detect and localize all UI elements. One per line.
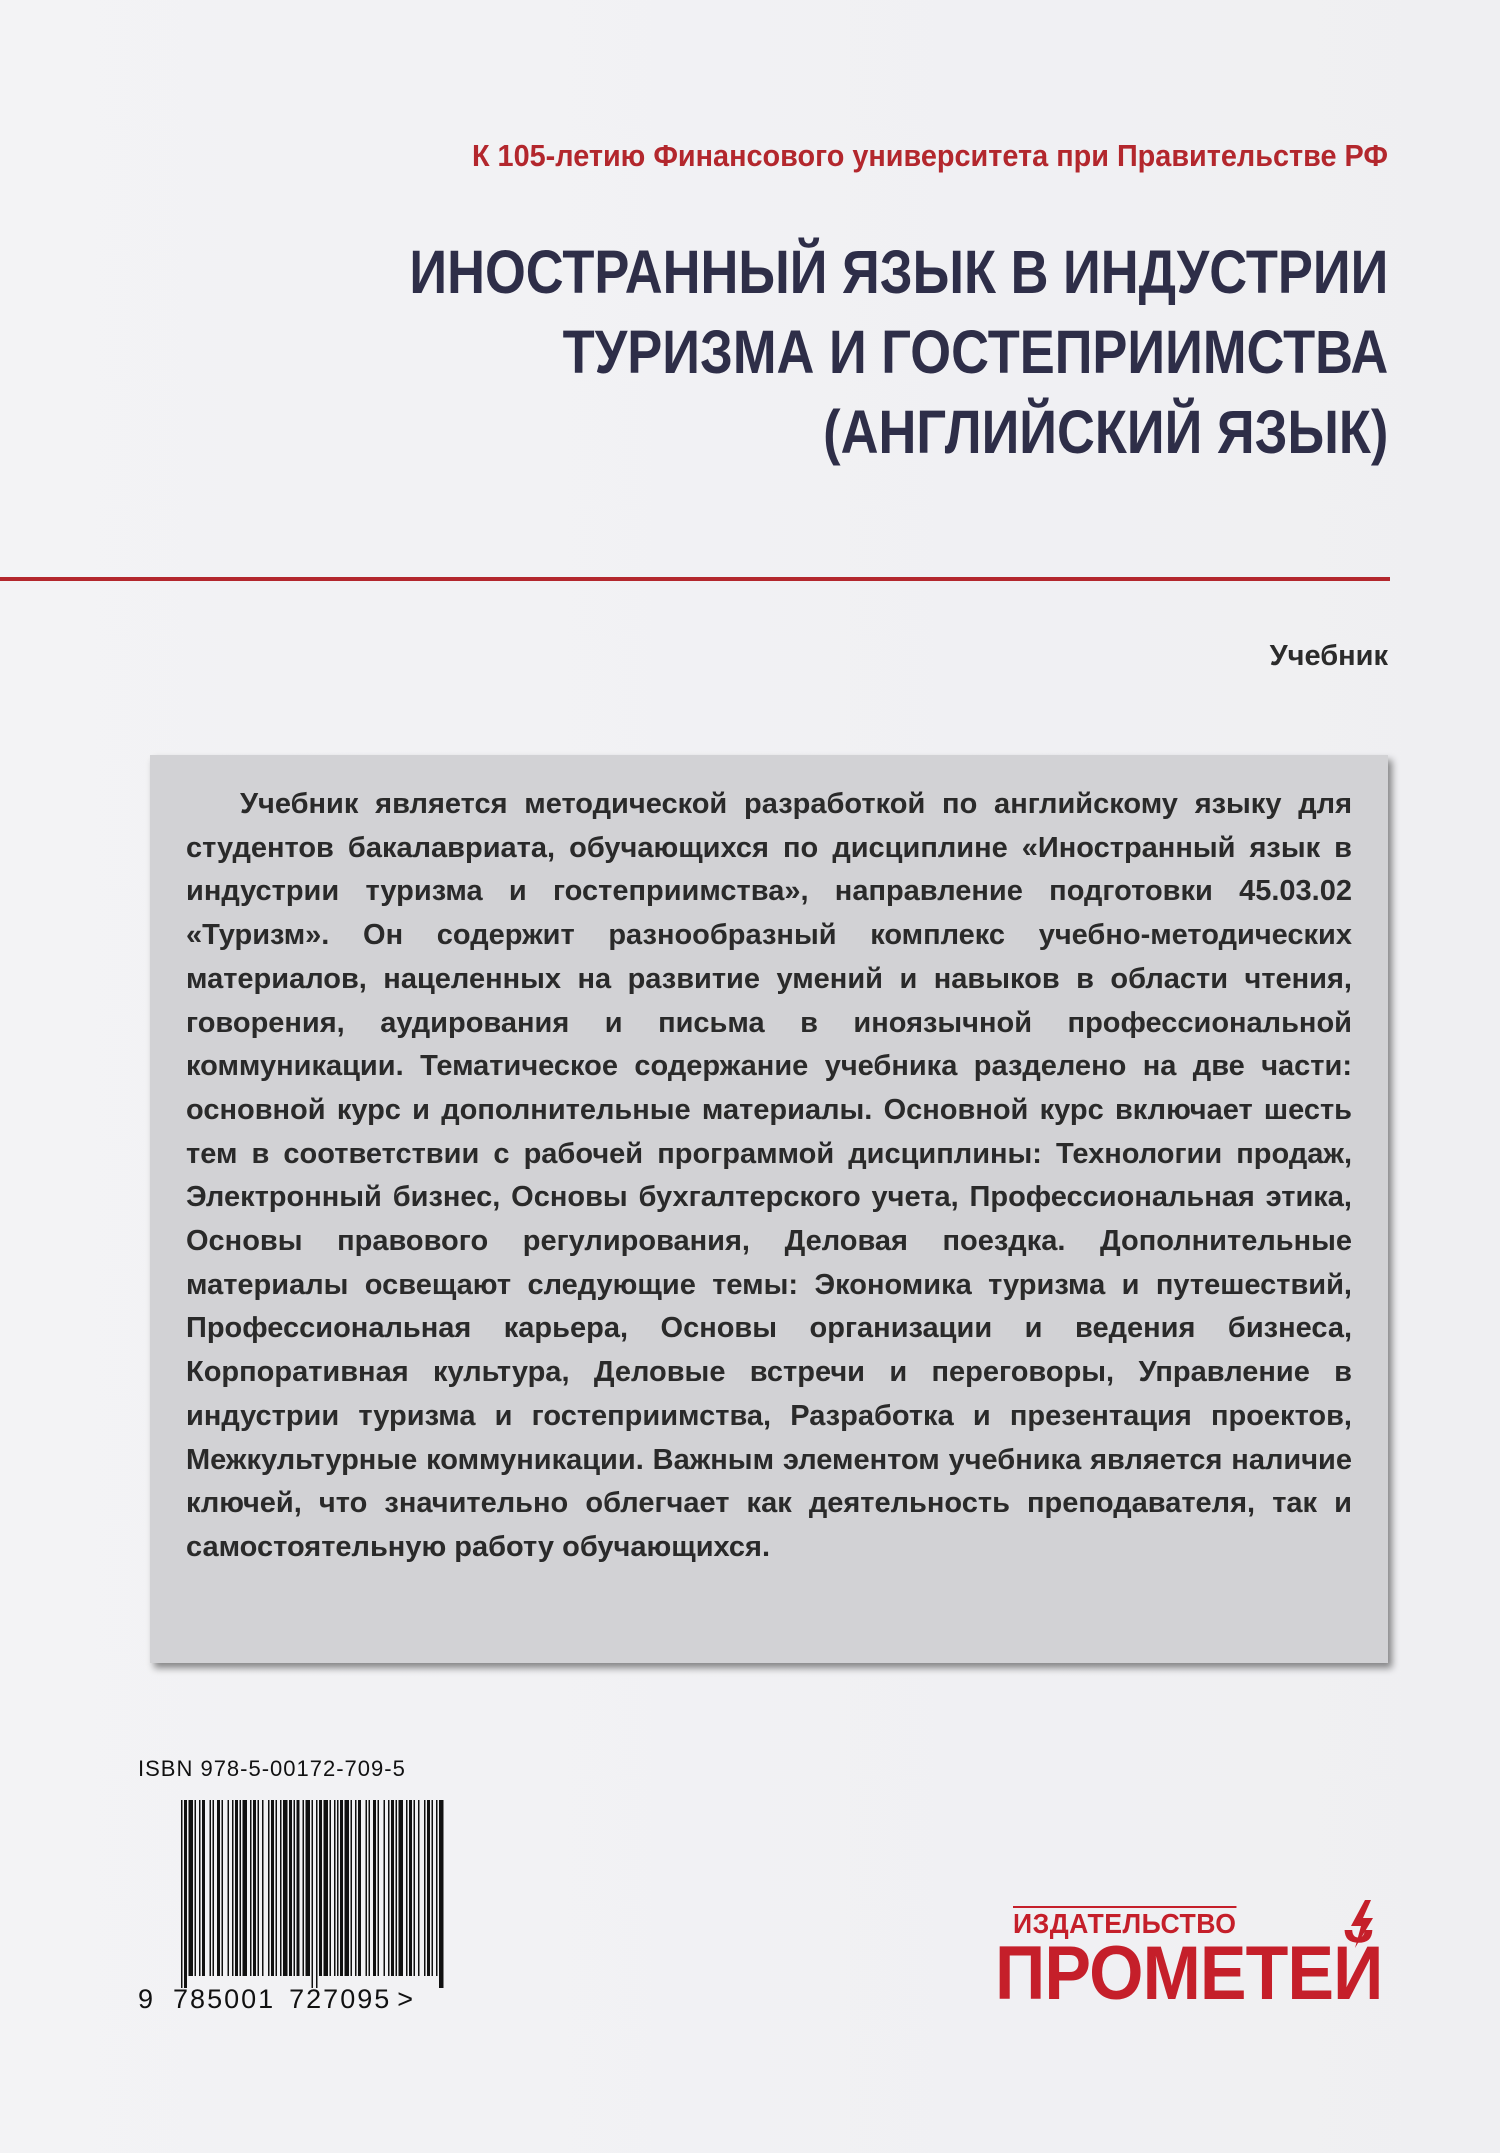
barcode-bar [406, 1800, 408, 1976]
book-type-label: Учебник [1269, 640, 1388, 672]
barcode-bar [271, 1800, 274, 1976]
barcode-bar [210, 1800, 212, 1976]
barcode-bar [418, 1800, 420, 1976]
barcode-first-digit: 9 [138, 1984, 156, 2014]
barcode-bar [369, 1800, 371, 1976]
barcode-bar [391, 1800, 394, 1976]
publisher-logo [995, 1900, 1383, 2020]
barcode-bar [202, 1800, 205, 1976]
abstract-box [150, 755, 1388, 1663]
barcode-bar [330, 1800, 332, 1976]
lightning-icon [1345, 1900, 1377, 1948]
barcode-bar [340, 1800, 343, 1976]
barcode-bar [337, 1800, 339, 1976]
barcode-bar [213, 1800, 215, 1976]
barcode-bar [316, 1800, 318, 1988]
barcode-bar [358, 1800, 361, 1976]
barcode-bar [414, 1800, 416, 1976]
barcode [181, 1800, 446, 1988]
barcode-bar [189, 1800, 194, 1976]
barcode-bar [366, 1800, 368, 1976]
barcode-end-mark: > [397, 1984, 416, 2014]
barcode-bar [399, 1800, 404, 1976]
barcode-bar [250, 1800, 252, 1976]
publisher-small-text: ИЗДАТЕЛЬСТВО [1013, 1908, 1237, 1939]
barcode-bar [432, 1800, 434, 1976]
barcode-bar [303, 1800, 305, 1976]
barcode-bar [384, 1800, 386, 1976]
barcode-bar [217, 1800, 220, 1976]
barcode-right-group: 727095 [289, 1984, 392, 2014]
barcode-left-group: 785001 [173, 1984, 276, 2014]
barcode-bar [181, 1800, 183, 1988]
barcode-bar [324, 1800, 329, 1976]
barcode-bar [409, 1800, 412, 1976]
barcode-bar [232, 1800, 234, 1976]
barcode-bar [373, 1800, 376, 1976]
barcode-bar [199, 1800, 201, 1976]
barcode-bar [319, 1800, 322, 1976]
barcode-bar [297, 1800, 300, 1976]
title-line-2: ТУРИЗМА И ГОСТЕПРИИМСТВА [562, 318, 1388, 386]
barcode-bar [294, 1800, 296, 1976]
barcode-bar [388, 1800, 390, 1976]
barcode-bar [345, 1800, 350, 1976]
red-divider [0, 577, 1390, 581]
barcode-bar [243, 1800, 248, 1976]
barcode-bar [439, 1800, 444, 1988]
title-line-1: ИНОСТРАННЫЙ ЯЗЫК В ИНДУСТРИИ [409, 238, 1388, 306]
abstract-text: Учебник является методической разработкой по английскому языку для студентов бакалавриата, обучающихся по дисциплине «Иностранный язык в индустрии туризма и гостеприимства», направление подготовки 45.03.02 «Туризм». Он содержит разнообразный комплекс учебно-методических материалов, нацеленных на развитие умений и навыков в области чтения, говорения, аудирования и письма в иноязычной профессиональной коммуникации. Тематическое содержание учебника разделено на две части: основной курс и дополнительные материалы. Основной курс включает шесть тем в соответствии с рабочей программой дисциплины: Технологии продаж, Электронный бизнес, Основы бухгалтерского учета, Профессиональная этика, Основы правового регулирования, Деловая поездка. Дополнительные материалы освещают следующие темы: Экономика туризма и путешествий, Профессиональная карьера, Основы организации и ведения бизнеса, Корпоративная культура, Деловые встречи и переговоры, Управление в индустрии туризма и гостеприимства, Разработка и презентация проектов, Межкультурные коммуникации. Важным элементом учебника является наличие ключей, что значительно облегчает как деятельность преподавателя, так и самостоятельную работу обучающихся. [186, 788, 1352, 1563]
barcode-bar [280, 1800, 282, 1976]
book-title [409, 232, 1388, 472]
barcode-bar [228, 1800, 230, 1976]
anniversary-line: К 105-летию Финансового университета при Правительстве РФ [471, 138, 1388, 173]
barcode-bar [262, 1800, 264, 1976]
barcode-bar [184, 1800, 187, 1988]
barcode-bar [240, 1800, 242, 1976]
barcode-bar [351, 1800, 353, 1976]
barcode-digits [138, 1984, 415, 2015]
title-line-3: (АНГЛИЙСКИЙ ЯЗЫК) [822, 398, 1388, 466]
barcode-bar [253, 1800, 256, 1976]
barcode-bar [312, 1800, 314, 1988]
barcode-bar [424, 1800, 426, 1976]
barcode-bar [276, 1800, 278, 1976]
barcode-bar [195, 1800, 197, 1976]
barcode-bar [436, 1800, 438, 1976]
isbn-label: ISBN 978-5-00172-709-5 [138, 1756, 406, 1781]
barcode-bar [258, 1800, 260, 1976]
barcode-bar [427, 1800, 430, 1976]
barcode-bar [268, 1800, 270, 1976]
barcode-bar [396, 1800, 398, 1976]
barcode-bar [306, 1800, 311, 1976]
barcode-bar [378, 1800, 380, 1976]
barcode-bar [235, 1800, 238, 1976]
barcode-bar [355, 1800, 357, 1976]
barcode-bar [222, 1800, 224, 1976]
barcode-bar [283, 1800, 288, 1976]
publisher-name: ПРОМЕТЕЙ [995, 1931, 1383, 2016]
barcode-bar [289, 1800, 292, 1976]
barcode-bar [334, 1800, 336, 1976]
